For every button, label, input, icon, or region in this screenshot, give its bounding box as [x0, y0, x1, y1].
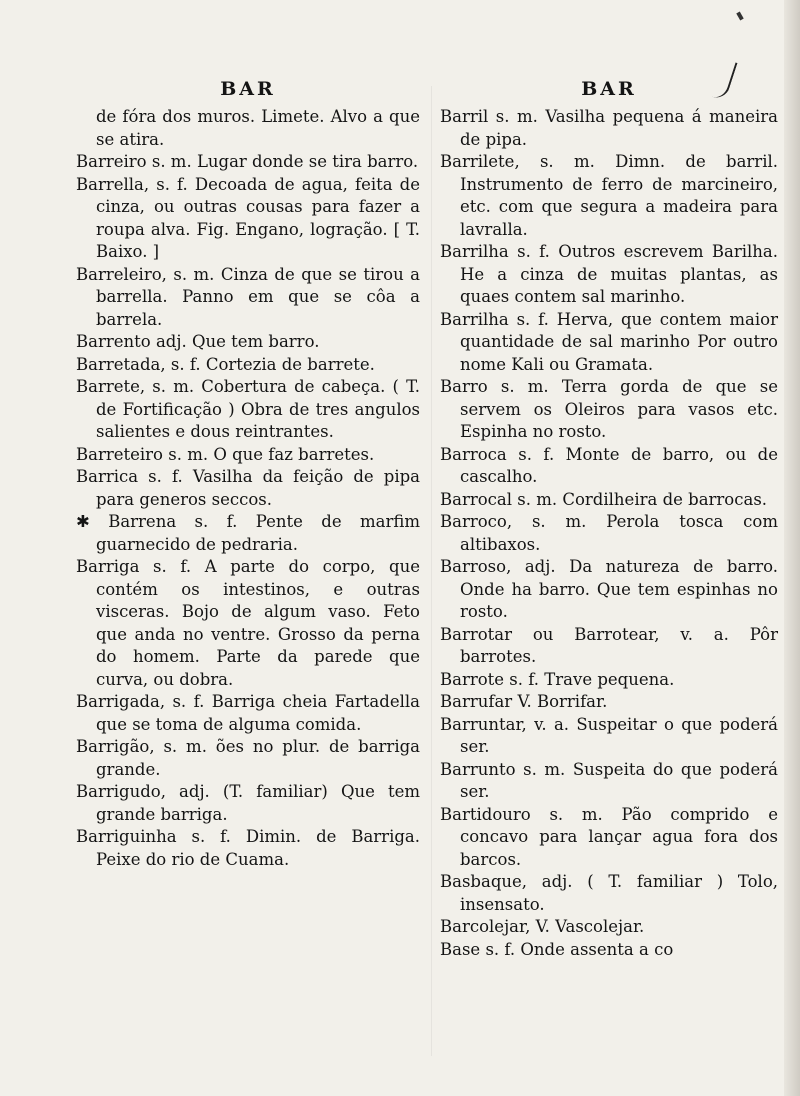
dictionary-entry: Barrigão, s. m. ões no plur. de barriga grande. [76, 737, 420, 779]
dictionary-entry: Barrunto s. m. Suspeita do que poderá ser. [440, 759, 778, 801]
dictionary-entry: Barrotar ou Barrotear, v. a. Pôr barrotes. [440, 624, 778, 666]
right-column [440, 72, 778, 961]
dictionary-entry: Barrica s. f. Vasilha da feição de pipa para generos seccos. [76, 467, 420, 509]
left-entries [76, 106, 420, 871]
dictionary-entry: Barrella, s. f. Decoada de agua, feita de cinza, ou outras cousas para fazer a roupa alva. Fig. Engano, logração. [ T. Baixo. ] [76, 174, 420, 261]
dictionary-entry: Barrote s. f. Trave pequena. [440, 669, 675, 689]
right-entries [440, 106, 778, 961]
dictionary-entry: Barrilha s. f. Herva, que contem maior quantidade de sal marinho Por outro nome Kali ou Gramata. [440, 309, 778, 374]
dictionary-entry: Bartidouro s. m. Pão comprido e concavo para lançar agua fora dos barcos. [440, 804, 778, 869]
dictionary-entry: Barreleiro, s. m. Cinza de que se tirou a barrella. Panno em que se côa a barrela. [76, 264, 420, 329]
dictionary-entry: Barcolejar, V. Vascolejar. [440, 917, 645, 936]
right-running-head: BAR [581, 78, 637, 100]
dictionary-entry: ✱ Barrena s. f. Pente de marfim guarnecido de pedraria. [76, 512, 420, 554]
dictionary-entry: Barril s. m. Vasilha pequena á maneira de pipa. [440, 107, 778, 149]
dictionary-entry: Barruntar, v. a. Suspeitar o que poderá ser. [440, 714, 778, 756]
dictionary-entry: Barretada, s. f. Cortezia de barrete. [76, 354, 375, 374]
page-edge-shadow [784, 0, 800, 1096]
dictionary-entry: Barrilha s. f. Outros escrevem Barilha. He a cinza de muitas plantas, as quaes contem sal marinho. [440, 242, 778, 306]
dictionary-entry: Barreiro s. m. Lugar donde se tira barro. [76, 152, 419, 171]
dictionary-entry: Basbaque, adj. ( T. familiar ) Tolo, insensato. [440, 872, 778, 914]
dictionary-entry: Barriguinha s. f. Dimin. de Barriga. Peixe do rio de Cuama. [76, 827, 420, 869]
dictionary-entry: Barrento adj. Que tem barro. [76, 332, 320, 351]
dictionary-entry: Barrigada, s. f. Barriga cheia Fartadella que se toma de alguma comida. [76, 692, 420, 734]
left-column [76, 72, 420, 871]
dictionary-entry: Barro s. m. Terra gorda de que se servem os Oleiros para vasos etc. Espinha no rosto. [440, 377, 778, 441]
dictionary-entry: Barroca s. f. Monte de barro, ou de cascalho. [440, 444, 778, 486]
ink-speck [736, 12, 743, 21]
dictionary-entry: Barriga s. f. A parte do corpo, que contém os intestinos, e outras visceras. Bojo de algum vaso. Feto que anda no ventre. Grosso da perna do homem. Parte da parede que curva, ou dobra. [76, 557, 420, 689]
dictionary-entry: Base s. f. Onde assenta a co [440, 939, 674, 959]
dictionary-entry: de fóra dos muros. Limete. Alvo a que se atira. [96, 107, 420, 149]
dictionary-entry: Barroso, adj. Da natureza de barro. Onde ha barro. Que tem espinhas no rosto. [440, 557, 778, 621]
dictionary-entry: Barrocal s. m. Cordilheira de barrocas. [440, 489, 768, 509]
dictionary-entry: Barrufar V. Borrifar. [440, 692, 608, 711]
dictionary-entry: Barrilete, s. m. Dimn. de barril. Instrumento de ferro de marcineiro, etc. com que segura a madeira para lavralla. [440, 152, 778, 239]
dictionary-entry: Barrete, s. m. Cobertura de cabeça. ( T. de Fortificação ) Obra de tres angulos salientes e dous reintrantes. [76, 377, 420, 441]
column-gutter [431, 86, 432, 1056]
dictionary-entry: Barrigudo, adj. (T. familiar) Que tem grande barriga. [76, 782, 420, 824]
dictionary-entry: Barreteiro s. m. O que faz barretes. [76, 444, 375, 464]
dictionary-entry: Barroco, s. m. Perola tosca com altibaxos. [440, 512, 778, 554]
left-running-head: BAR [220, 78, 276, 100]
